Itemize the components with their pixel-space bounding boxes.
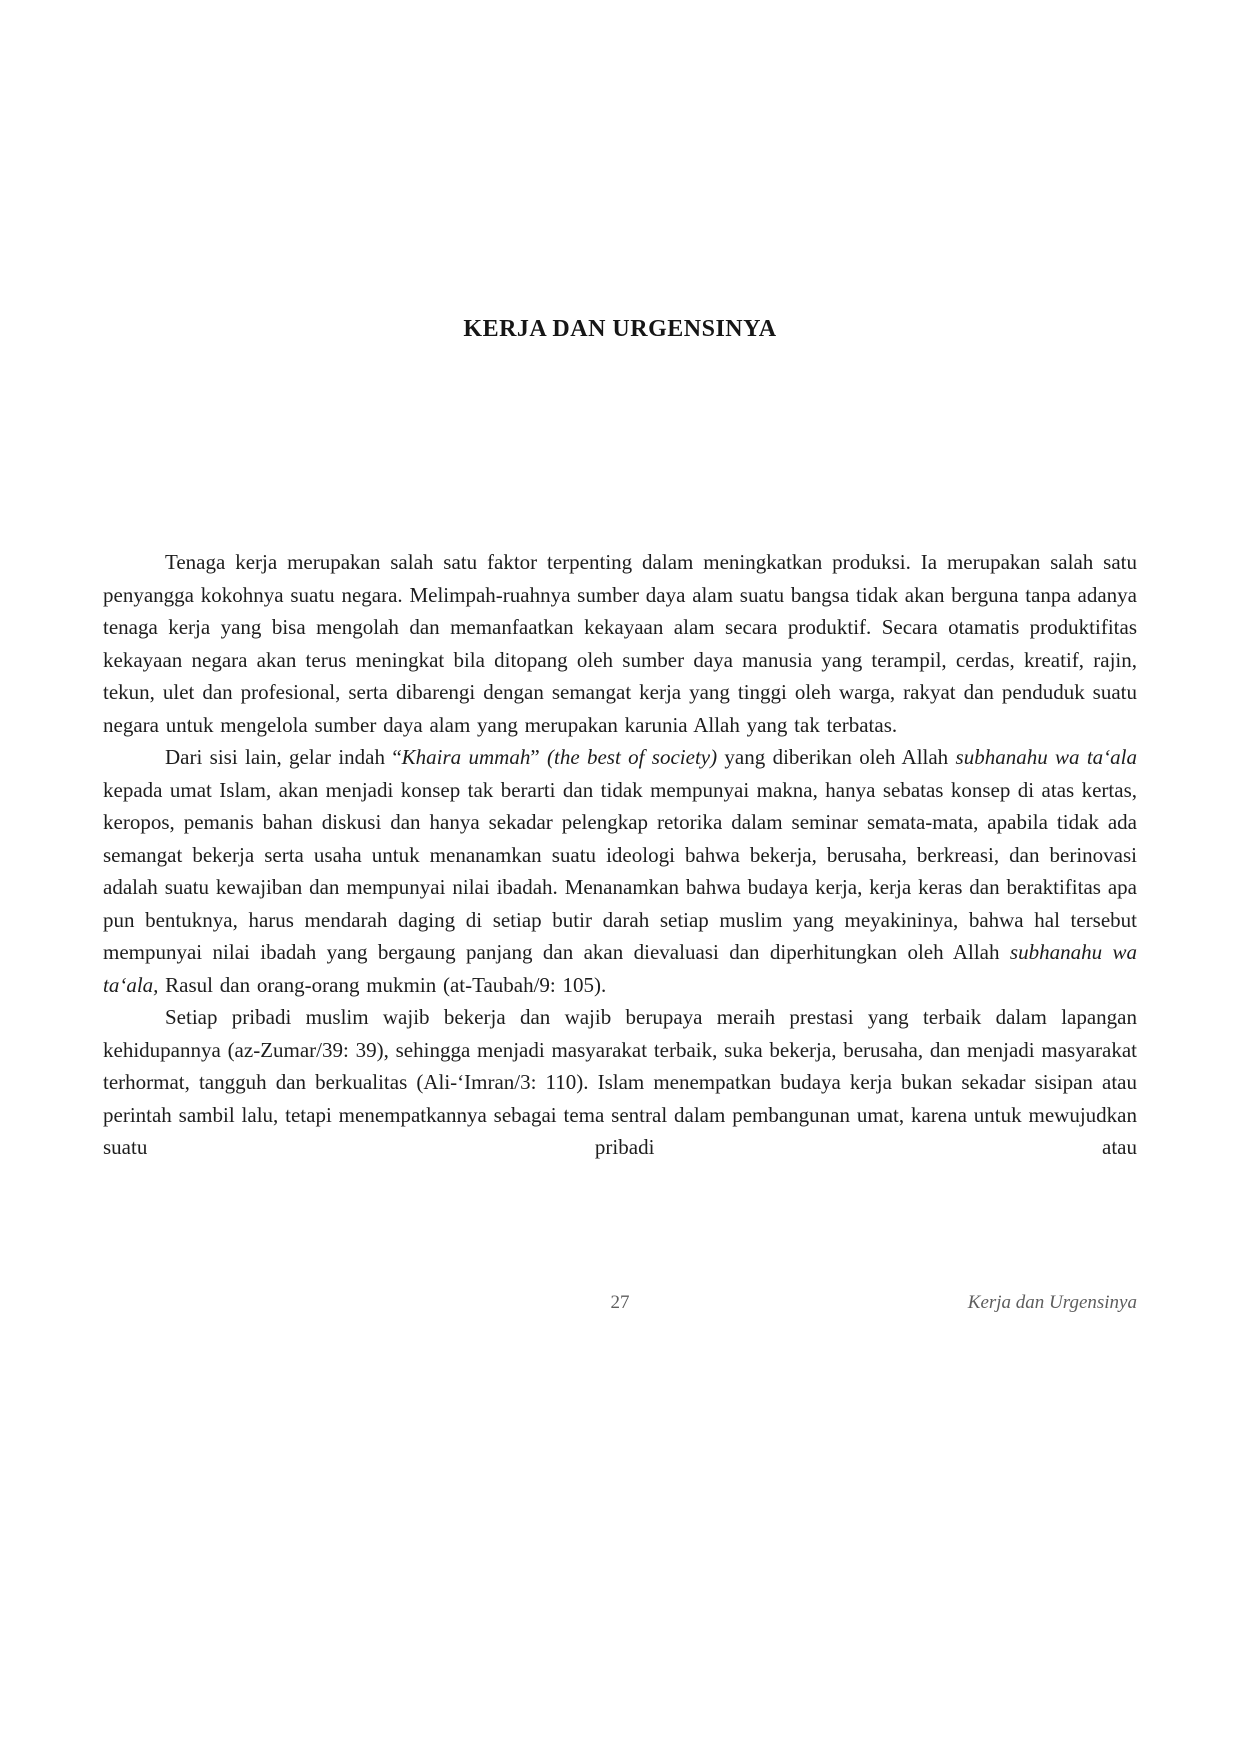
text-run: Rasul dan orang-orang mukmin (at-Taubah/9: 105). — [158, 972, 607, 997]
document-body — [103, 546, 1137, 1164]
italic-text-run: subhanahu wa ta‘ala, — [103, 940, 1137, 997]
paragraph — [103, 1001, 1137, 1164]
text-run: Setiap pribadi muslim wajib bekerja dan wajib berupaya meraih prestasi yang terbaik dalam lapangan kehidupannya (az-Zumar/39: 39), sehingga menjadi masyarakat terbaik, suka bekerja, berusaha, dan menjadi masyarakat terhormat, tangguh dan berkualitas (Ali-‘Imran/3: 110). Islam menempatkan budaya kerja bukan sekadar sisipan atau perintah sambil lalu, tetapi menempatkannya sebagai tema sentral dalam pembangunan umat, karena untuk mewujudkan suatu pribadi atau — [103, 1005, 1137, 1159]
text-run: Tenaga kerja merupakan salah satu faktor terpenting dalam meningkatkan produksi. Ia merupakan salah satu penyangga kokohnya suatu negara. Melimpah-ruahnya sumber daya alam suatu bangsa tidak akan berguna tanpa adanya tenaga kerja yang bisa mengolah dan memanfaatkan kekayaan alam secara produktif. Secara otamatis produktifitas kekayaan negara akan terus meningkat bila ditopang oleh sumber daya manusia yang terampil, cerdas, kreatif, rajin, tekun, ulet dan profesional, serta dibarengi dengan semangat kerja yang tinggi oleh warga, rakyat dan penduduk suatu negara untuk mengelola sumber daya alam yang merupakan karunia Allah yang tak terbatas. — [103, 550, 1137, 737]
text-run: kepada umat Islam, akan menjadi konsep tak berarti dan tidak mempunyai makna, hanya sebatas konsep di atas kertas, keropos, pemanis bahan diskusi dan hanya sekadar pelengkap retorika dalam seminar semata-mata, apabila tidak ada semangat bekerja serta usaha untuk menanamkan suatu ideologi bahwa bekerja, berusaha, berkreasi, dan berinovasi adalah suatu kewajiban dan mempunyai nilai ibadah. Menanamkan bahwa budaya kerja, kerja keras dan beraktifitas apa pun bentuknya, harus mendarah daging di setiap butir darah setiap muslim yang meyakininya, bahwa hal tersebut mempunyai nilai ibadah yang bergaung panjang dan akan dievaluasi dan diperhitungkan oleh Allah — [103, 777, 1137, 964]
page-footer — [103, 1292, 1137, 1318]
italic-text-run: Khaira ummah — [401, 745, 531, 769]
page-number: 27 — [610, 1292, 630, 1313]
paragraph — [103, 741, 1137, 1001]
text-run: yang diberikan oleh Allah — [717, 745, 956, 769]
running-title: Kerja dan Urgensinya — [967, 1292, 1137, 1313]
italic-text-run: (the best of society) — [547, 745, 718, 769]
text-run: Dari sisi lain, gelar indah “ — [165, 745, 402, 769]
page-title: KERJA DAN URGENSINYA — [463, 316, 777, 342]
text-run: ” — [530, 745, 547, 769]
paragraph — [103, 546, 1137, 741]
italic-text-run: subhanahu wa ta‘ala — [955, 745, 1138, 769]
